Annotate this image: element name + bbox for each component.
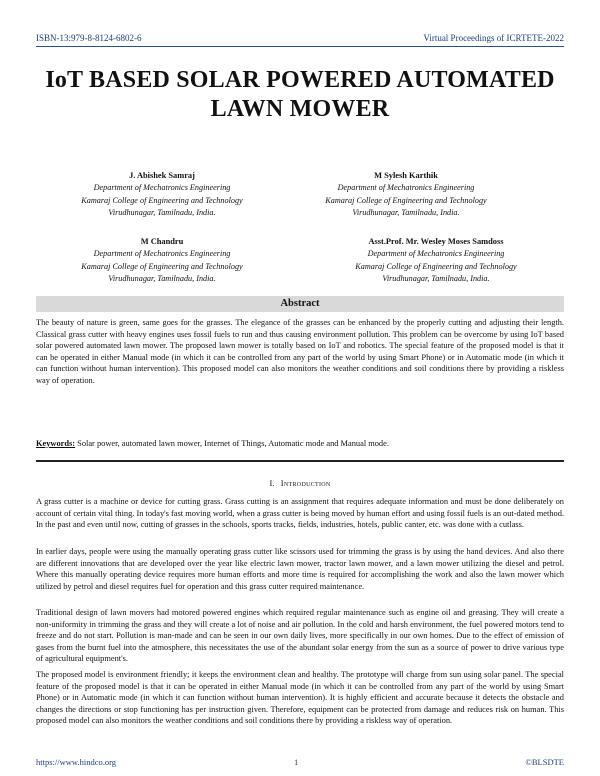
body-paragraph: The proposed model is environment friendly; it keeps the environment clean and healthy. The prototype will charge from sun using solar panel. The special feature of the proposed model is that it can be operated in either Manual mode (in which it can be controlled from any part of the world by using Smart Phone) or in Automatic mode (in which it can function without human intervention). It is highly efficient and accurate because it detects the obstacle and changes the directions or stop functioning has per instruction given. Therefore, equipment can be protected from damage and reduces risk on human. This proposed model can also monitors the weather conditions and soil conditions there by providing a riskless way of operation. (36, 670, 564, 726)
author-dept: Department of Mechatronics Engineering (367, 249, 505, 259)
author-name: Asst.Prof. Mr. Wesley Moses Samdoss (368, 237, 504, 246)
author-block (286, 170, 526, 220)
section-number: I. (269, 478, 275, 488)
paper-title (36, 66, 564, 124)
page-number: 1 (294, 757, 299, 767)
author-name: J. Abishek Samraj (129, 171, 195, 180)
section-divider (36, 460, 564, 462)
author-college: Kamaraj College of Engineering and Technology (81, 261, 243, 271)
author-dept: Department of Mechatronics Engineering (93, 183, 231, 193)
section-heading (36, 478, 564, 488)
author-name: M Chandru (140, 237, 184, 246)
body-paragraph: Traditional design of lawn movers had motored powered engines which required regular maintenance such as engine oil and greasing. They will create a non-uniformity in trimming the grass and they will create a lot of noise and air pollution. In the cold and harsh environment, the fuel powered motors tend to freeze and do not start. Pollution is man-made and can be seen in our own daily lives, more specifically in our own homes. Due to the effect of emission of gases from the burnt fuel into the atmosphere, this necessitates the use of the abundant solar energy from the sun as a source of power to drive various type of agricultural equipment's. (36, 608, 564, 664)
body-paragraph: A grass cutter is a machine or device for cutting grass. Grass cutting is an assignment that requires adequate information and must be done deliberately on account of certain vital thing. In today's fast moving world, when a grass cutter is being moved by human effort and using fossil fuels is an out-dated method. In the past and even until now, cutting of grasses in the schools, sports tracks, fields, industries, hotels, public canter, etc. was done with a cutlass. (36, 497, 564, 530)
author-college: Kamaraj College of Engineering and Technology (325, 195, 487, 205)
footer-copyright: ©BLSDTE (525, 757, 564, 767)
author-block (42, 170, 282, 220)
keywords (36, 439, 389, 448)
author-dept: Department of Mechatronics Engineering (93, 249, 231, 259)
author-block (316, 236, 556, 286)
author-college: Kamaraj College of Engineering and Technology (355, 261, 517, 271)
author-location: Virudhunagar, Tamilnadu, India. (108, 274, 216, 284)
author-location: Virudhunagar, Tamilnadu, India. (108, 208, 216, 218)
author-block (42, 236, 282, 286)
keywords-label: Keywords: (36, 439, 76, 448)
author-location: Virudhunagar, Tamilnadu, India. (352, 208, 460, 218)
author-dept: Department of Mechatronics Engineering (337, 183, 475, 193)
author-college: Kamaraj College of Engineering and Technology (81, 195, 243, 205)
header-divider (36, 46, 564, 47)
proceedings-header: Virtual Proceedings of ICRTETE-2022 (423, 33, 564, 43)
abstract-text: The beauty of nature is green, same goes for the grasses. The elegance of the grasses can be enhanced by the properly cutting and adjusting their length. Classical grass cutter with heavy engines uses fossil fuels to run and thus causing environment pollution. This problem can be overcome by using IoT based solar powered automated lawn mower. The proposed lawn mower is totally based on IoT and robotics. The special feature of the proposed model is that it can be operated in either Manual mode (in which it can be controlled from any part of the world by using Smart Phone) or in Automatic mode (in which it can function without human intervention). This proposed model can also monitors the weather conditions and soil conditions there by providing a riskless way of operation. (36, 318, 564, 385)
isbn-header: ISBN-13:979-8-8124-6802-6 (36, 33, 142, 43)
author-location: Virudhunagar, Tamilnadu, India. (382, 274, 490, 284)
author-name: M Sylesh Karthik (374, 171, 438, 180)
title-line-2: LAWN MOWER (210, 96, 390, 122)
keywords-text: Solar power, automated lawn mower, Internet of Things, Automatic mode and Manual mode. (75, 439, 389, 448)
footer-url[interactable]: https://www.hindco.org (36, 757, 117, 767)
body-paragraph: In earlier days, people were using the manually operating grass cutter like scissors used for trimming the grass is by using the hand devices. And also there are different innovations that are developed over the year like electric lawn mower, tractor lawn mower, and a lawn mower utilizing the diesel and petrol. Where this manually operating device requires more human efforts and more time is required for accomplishing the work and also the lawn mower which utilized by petrol and diesel requires fuel for operation and this grass cutter required maintenance. (36, 547, 564, 591)
title-line-1: IoT BASED SOLAR POWERED AUTOMATED (45, 67, 555, 93)
abstract-heading: Abstract (36, 296, 564, 312)
section-title: Introduction (280, 478, 331, 488)
